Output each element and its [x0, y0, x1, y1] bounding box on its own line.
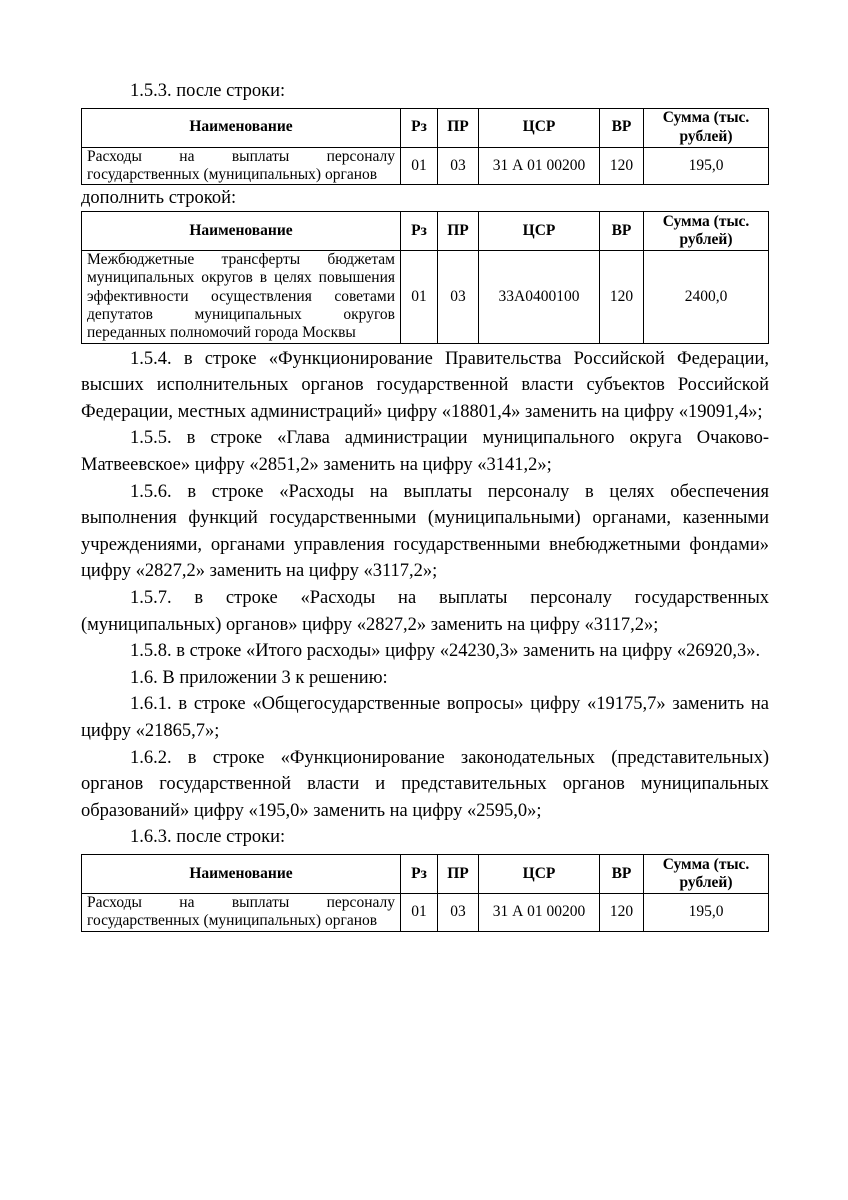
- cell-name: Межбюджетные трансферты бюджетам муниципальных округов в целях повышения эффективности осуществления советами депутатов муниципальных округов переданных полномочий города Москвы: [82, 251, 401, 343]
- header-sum: Сумма (тыс. рублей): [644, 212, 769, 251]
- cell-rz: 01: [401, 893, 438, 931]
- paragraph-1-5-6: 1.5.6. в строке «Расходы на выплаты персоналу в целях обеспечения выполнения функций государственными (муниципальными) органами, казенными учреждениями, органами управления государственными внебюджетными фондами» цифру «2827,2» заменить на цифру «3117,2»;: [81, 481, 769, 582]
- header-sum: Сумма (тыс. рублей): [644, 854, 769, 893]
- paragraph-1-5-3: 1.5.3. после строки:: [130, 81, 286, 101]
- cell-rz: 01: [401, 251, 438, 343]
- header-pr: ПР: [438, 854, 479, 893]
- header-csr: ЦСР: [479, 108, 600, 147]
- cell-sum: 195,0: [644, 147, 769, 185]
- table-header-row: [82, 212, 769, 251]
- cell-name: Расходы на выплаты персоналу государственных (муниципальных) органов: [82, 147, 401, 185]
- budget-table-3: [81, 854, 769, 932]
- header-name: Наименование: [82, 212, 401, 251]
- cell-sum: 195,0: [644, 893, 769, 931]
- header-vr: ВР: [600, 108, 644, 147]
- cell-vr: 120: [600, 893, 644, 931]
- cell-pr: 03: [438, 251, 479, 343]
- paragraph-add-row: дополнить строкой:: [81, 188, 237, 209]
- cell-csr: 31 А 01 00200: [479, 147, 600, 185]
- table-header-row: [82, 854, 769, 893]
- header-pr: ПР: [438, 212, 479, 251]
- header-pr: ПР: [438, 108, 479, 147]
- budget-table-1: [81, 108, 769, 186]
- paragraph-1-6-2: 1.6.2. в строке «Функционирование законодательных (представительных) органов государственной власти и представительных органов муниципальных образований» цифру «195,0» заменить на цифру «2595,0»;: [81, 747, 769, 821]
- header-name: Наименование: [82, 108, 401, 147]
- cell-name: Расходы на выплаты персоналу государственных (муниципальных) органов: [82, 893, 401, 931]
- paragraph-1-6: 1.6. В приложении 3 к решению:: [130, 667, 388, 688]
- paragraph-1-5-5: 1.5.5. в строке «Глава администрации муниципального округа Очаково-Матвеевское» цифру «2851,2» заменить на цифру «3141,2»;: [81, 428, 769, 476]
- paragraph-1-5-4: 1.5.4. в строке «Функционирование Правительства Российской Федерации, высших исполнительных органов государственной власти субъектов Российской Федерации, местных администраций» цифру «18801,4» заменить на цифру «19091,4»;: [81, 348, 769, 422]
- header-vr: ВР: [600, 212, 644, 251]
- table-header-row: [82, 108, 769, 147]
- header-sum: Сумма (тыс. рублей): [644, 108, 769, 147]
- header-vr: ВР: [600, 854, 644, 893]
- table-row: [82, 147, 769, 185]
- table-row: [82, 893, 769, 931]
- header-rz: Рз: [401, 854, 438, 893]
- cell-sum: 2400,0: [644, 251, 769, 343]
- header-rz: Рз: [401, 108, 438, 147]
- header-rz: Рз: [401, 212, 438, 251]
- header-csr: ЦСР: [479, 212, 600, 251]
- cell-pr: 03: [438, 147, 479, 185]
- header-name: Наименование: [82, 854, 401, 893]
- cell-csr: 33А0400100: [479, 251, 600, 343]
- table-row: [82, 251, 769, 343]
- header-csr: ЦСР: [479, 854, 600, 893]
- cell-vr: 120: [600, 147, 644, 185]
- document-page: [81, 78, 769, 934]
- cell-rz: 01: [401, 147, 438, 185]
- paragraph-1-6-1: 1.6.1. в строке «Общегосударственные вопросы» цифру «19175,7» заменить на цифру «21865,7»;: [81, 694, 769, 741]
- budget-table-2: [81, 211, 769, 343]
- cell-vr: 120: [600, 251, 644, 343]
- paragraph-1-5-8: 1.5.8. в строке «Итого расходы» цифру «24230,3» заменить на цифру «26920,3».: [130, 641, 761, 662]
- cell-csr: 31 А 01 00200: [479, 893, 600, 931]
- paragraph-1-5-7: 1.5.7. в строке «Расходы на выплаты персоналу государственных (муниципальных) органов» цифру «2827,2» заменить на цифру «3117,2»;: [81, 588, 769, 635]
- paragraph-1-6-3: 1.6.3. после строки:: [130, 827, 286, 848]
- cell-pr: 03: [438, 893, 479, 931]
